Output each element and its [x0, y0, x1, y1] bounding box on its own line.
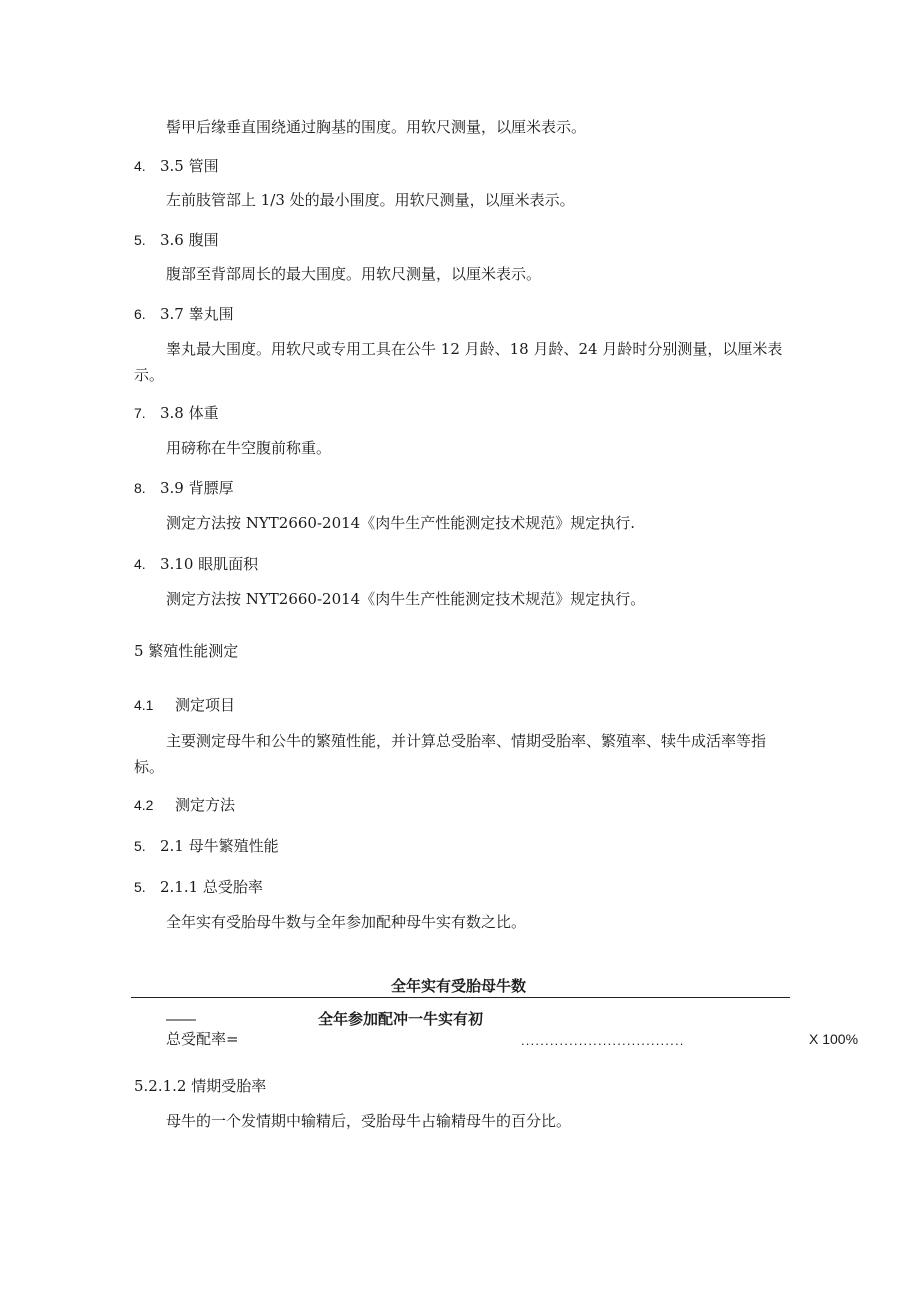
section-title-reproduction: 5 繁殖性能测定 — [134, 642, 239, 660]
heading-number: 8. — [134, 480, 146, 496]
paragraph-backfat-thickness: 测定方法按 NYT2660-2014《肉牛生产性能测定技术规范》规定执行. — [166, 514, 635, 532]
heading-number: 4. — [134, 158, 146, 174]
heading-backfat-thickness: 3.9 背膘厚 — [160, 479, 234, 497]
heading-number: 5. — [134, 879, 146, 895]
paragraph-measurement-items-line2: 标。 — [134, 758, 165, 776]
heading-abdominal-girth: 3.6 腹围 — [160, 231, 219, 249]
heading-measurement-methods: 测定方法 — [175, 796, 236, 814]
paragraph-scrotal-circumference-line2: 示。 — [134, 366, 165, 384]
paragraph-abdominal-girth: 腹部至背部周长的最大围度。用软尺测量，以厘米表示。 — [166, 265, 542, 283]
heading-total-conception-rate: 2.1.1 总受胎率 — [160, 878, 263, 896]
heading-number: 7. — [134, 405, 146, 421]
paragraph-body-weight: 用磅称在牛空腹前称重。 — [166, 439, 332, 457]
formula-denominator: 全年参加配冲一牛实有初 — [318, 1011, 484, 1028]
heading-number: 6. — [134, 306, 146, 322]
paragraph-total-conception-rate: 全年实有受胎母牛数与全年参加配种母牛实有数之比。 — [166, 913, 527, 931]
paragraph-scrotal-circumference-line1: 睾丸最大围度。用软尺或专用工具在公牛 12 月龄、18 月龄、24 月龄时分别测量，以厘米表 — [166, 340, 783, 358]
formula-multiplier: X 100% — [809, 1031, 859, 1047]
heading-estrus-conception-rate: 5.2.1.2 情期受胎率 — [134, 1077, 267, 1095]
heading-scrotal-circumference: 3.7 睾丸围 — [160, 305, 234, 323]
heading-cow-reproduction: 2.1 母牛繁殖性能 — [160, 837, 279, 855]
heading-cannon-circumference: 3.5 管围 — [160, 157, 219, 175]
fraction-bar — [131, 997, 790, 998]
formula-label: 总受配率= — [166, 1030, 239, 1048]
formula-dot-leader: .................................. — [521, 1033, 685, 1048]
paragraph-measurement-items-line1: 主要测定母牛和公牛的繁殖性能，并计算总受胎率、情期受胎率、繁殖率、犊牛成活率等指 — [166, 732, 767, 750]
paragraph-eye-muscle-area: 测定方法按 NYT2660-2014《肉牛生产性能测定技术规范》规定执行。 — [166, 590, 646, 608]
formula-dash: —— — [166, 1011, 196, 1028]
heading-number: 4. — [134, 556, 146, 572]
heading-eye-muscle-area: 3.10 眼肌面积 — [160, 555, 259, 573]
paragraph-chest-girth: 髻甲后缘垂直围绕通过胸基的围度。用软尺测量，以厘米表示。 — [166, 118, 587, 136]
paragraph-estrus-conception-rate: 母牛的一个发情期中输精后，受胎母牛占输精母牛的百分比。 — [166, 1112, 572, 1130]
heading-body-weight: 3.8 体重 — [160, 404, 219, 422]
heading-measurement-items: 测定项目 — [175, 696, 236, 714]
heading-number: 4.1 — [134, 697, 154, 713]
paragraph-cannon-circumference: 左前肢管部上 1/3 处的最小围度。用软尺测量，以厘米表示。 — [166, 191, 575, 209]
heading-number: 4.2 — [134, 797, 154, 813]
formula-numerator: 全年实有受胎母牛数 — [391, 978, 527, 995]
heading-number: 5. — [134, 838, 146, 854]
heading-number: 5. — [134, 232, 146, 248]
